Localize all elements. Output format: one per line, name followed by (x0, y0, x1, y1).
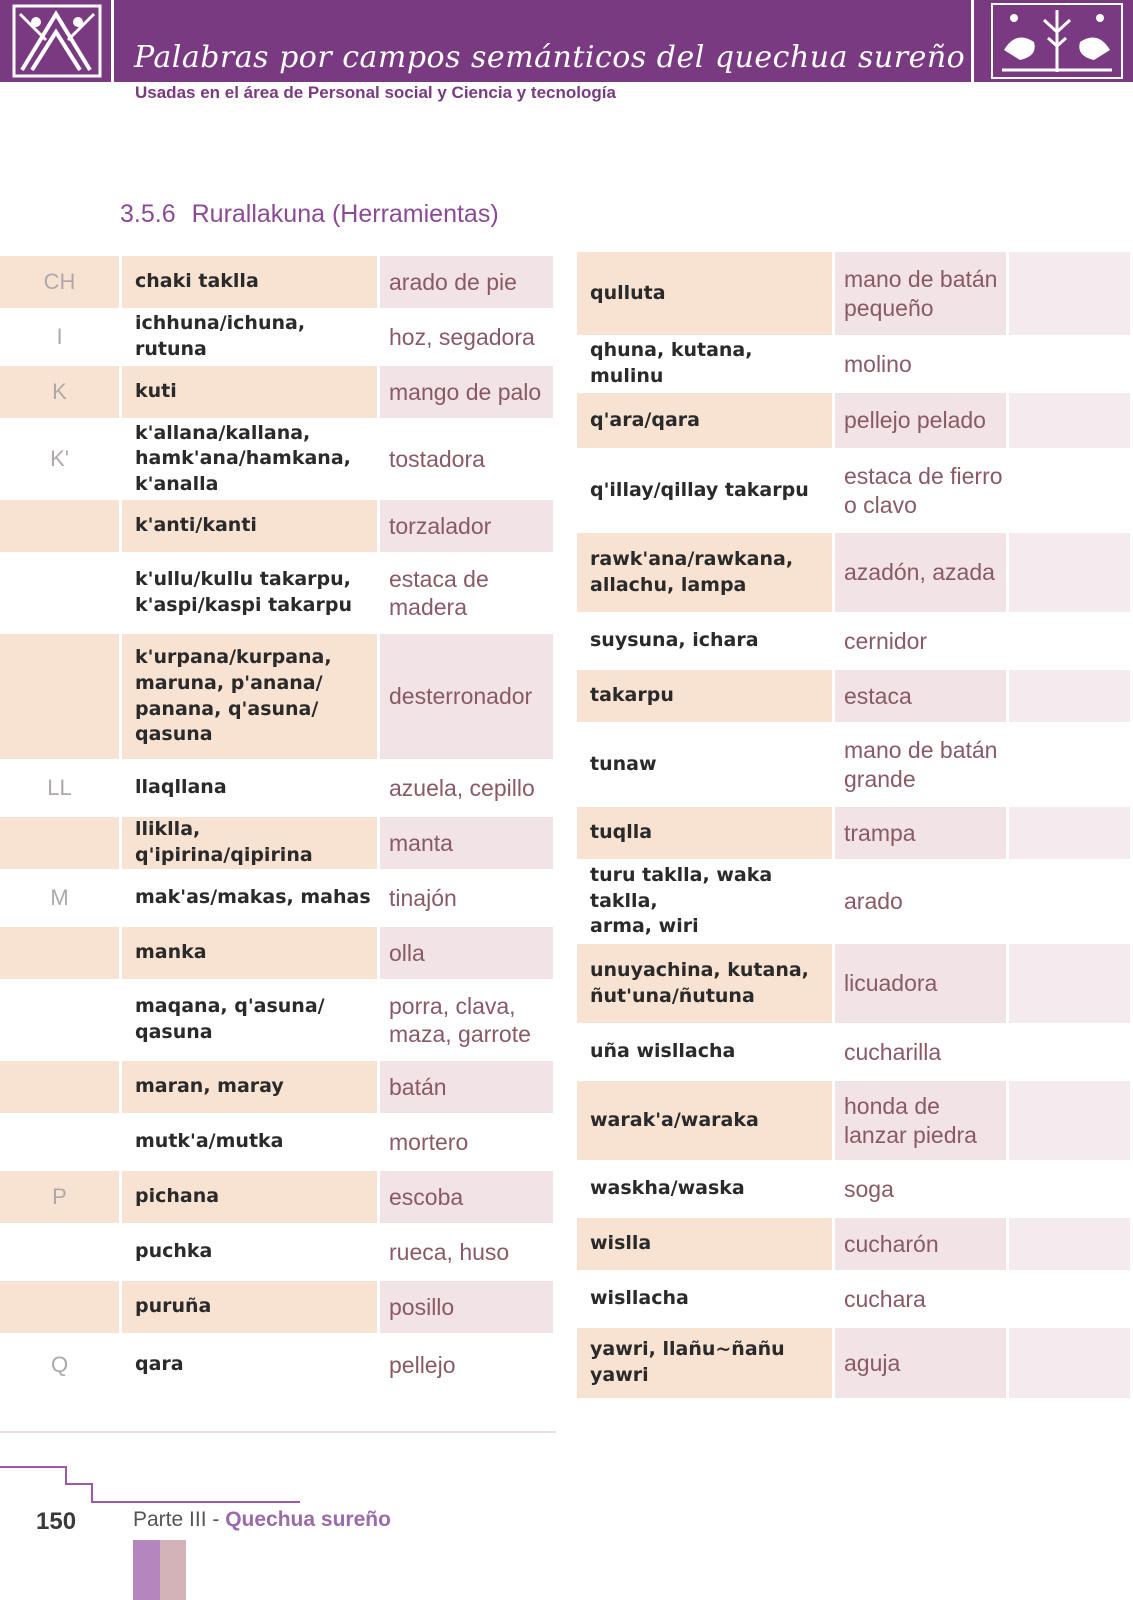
quechua-word: yawri, llañu~ñañu yawri (577, 1328, 832, 1398)
spanish-meaning: cuchara (844, 1285, 926, 1312)
table-bottom-rule (0, 1431, 556, 1433)
table-row (577, 862, 1133, 941)
spanish-meaning: escoba (380, 1171, 553, 1223)
quechua-word: pichana (122, 1171, 377, 1223)
quechua-word: unuyachina, kutana, ñut'una/ñutuna (577, 944, 832, 1023)
table-row (0, 421, 556, 497)
alphabet-letter: CH (0, 256, 119, 308)
quechua-word: uña wisllacha (590, 1040, 736, 1063)
spanish-meaning: mano de batán pequeño (835, 252, 1006, 335)
quechua-word: kuti (122, 366, 377, 418)
table-row (0, 366, 556, 418)
spanish-meaning: azadón, azada (835, 533, 1006, 612)
alphabet-letter: K (0, 366, 119, 418)
table-row (577, 1273, 1133, 1325)
spanish-meaning: aguja (835, 1328, 1006, 1398)
quechua-word: tunaw (590, 752, 657, 775)
table-row (577, 451, 1133, 530)
spanish-meaning: pellejo (389, 1351, 456, 1378)
spanish-meaning: porra, clava, maza, garrote (389, 992, 531, 1047)
spanish-meaning: pellejo pelado (835, 393, 1006, 448)
spanish-meaning: cernidor (844, 627, 928, 654)
quechua-word: suysuna, ichara (590, 629, 759, 652)
spanish-meaning: licuadora (835, 944, 1006, 1023)
spanish-meaning: rueca, huso (389, 1238, 510, 1265)
alphabet-letter: Q (50, 1352, 69, 1377)
table-row (0, 982, 556, 1058)
quechua-word: llaqllana (135, 776, 227, 799)
spanish-meaning: mango de palo (380, 366, 553, 418)
table-row (577, 944, 1133, 1023)
blank-cell (1009, 725, 1130, 804)
quechua-word: puchka (135, 1240, 213, 1263)
alphabet-letter (0, 500, 119, 552)
section-heading (120, 200, 515, 229)
blank-cell (1009, 807, 1130, 859)
table-row (0, 555, 556, 631)
table-row (0, 1061, 556, 1113)
footer-part-accent: Quechua sureño (225, 1508, 391, 1531)
table-row (0, 817, 556, 869)
quechua-word: puruña (122, 1281, 377, 1333)
footer-tab-purple (133, 1540, 160, 1600)
blank-cell (1009, 1026, 1130, 1078)
table-row (0, 634, 556, 759)
spanish-meaning: estaca de fierro o clavo (844, 463, 1003, 518)
section-number: 3.5.6 (120, 200, 176, 228)
table-row (577, 725, 1133, 804)
quechua-word: k'ullu/kullu takarpu, k'aspi/kaspi takarpu (135, 568, 352, 616)
table-row (577, 1328, 1133, 1398)
blank-cell (1009, 1163, 1130, 1215)
blank-cell (1009, 615, 1130, 667)
table-row (0, 1226, 556, 1278)
spanish-meaning: mano de batán grande (844, 737, 998, 792)
blank-cell (1009, 338, 1130, 390)
table-row (0, 1281, 556, 1333)
quechua-word: wisllacha (590, 1287, 689, 1310)
blank-cell (1009, 1328, 1130, 1398)
woven-pattern-logo-left (6, 0, 114, 82)
table-row (577, 252, 1133, 335)
quechua-word: wislla (577, 1218, 832, 1270)
table-row (577, 807, 1133, 859)
footer-part-label (133, 1508, 391, 1532)
spanish-meaning: tinajón (389, 884, 457, 911)
page-number: 150 (36, 1508, 77, 1535)
blank-cell (1009, 1273, 1130, 1325)
spanish-meaning: torzalador (380, 500, 553, 552)
spanish-meaning: tostadora (389, 445, 485, 472)
quechua-word: tuqlla (577, 807, 832, 859)
alphabet-letter (0, 555, 119, 631)
quechua-word: maqana, q'asuna/ qasuna (135, 995, 325, 1043)
table-row (577, 615, 1133, 667)
spanish-meaning: arado de pie (380, 256, 553, 308)
bird-tree-emblem-icon (971, 0, 1133, 82)
table-row (577, 1026, 1133, 1078)
blank-cell (1009, 1218, 1130, 1270)
banner-title: Palabras por campos semánticos del quechua sureño (134, 40, 966, 75)
vocabulary-table-right (577, 252, 1133, 1398)
spanish-meaning: azuela, cepillo (389, 774, 535, 801)
table-row (0, 500, 556, 552)
quechua-word: maran, maray (122, 1061, 377, 1113)
alphabet-letter (0, 1116, 119, 1168)
spanish-meaning: molino (844, 350, 912, 377)
vocabulary-table-left (0, 256, 556, 1394)
footer-part: Parte III - (133, 1508, 226, 1531)
alphabet-letter: LL (47, 775, 72, 800)
spanish-meaning: hoz, segadora (389, 323, 535, 350)
spanish-meaning: desterronador (380, 634, 553, 759)
quechua-word: mutk'a/mutka (135, 1130, 284, 1153)
blank-cell (1009, 862, 1130, 941)
table-row (0, 311, 556, 363)
table-row (577, 1218, 1133, 1270)
blank-cell (1009, 451, 1130, 530)
quechua-word: k'urpana/kurpana, maruna, p'anana/ panana, q'asuna/ qasuna (122, 634, 377, 759)
table-row (0, 1336, 556, 1394)
quechua-word: mak'as/makas, mahas (135, 886, 371, 909)
quechua-word: q'illay/qillay takarpu (590, 478, 809, 501)
blank-cell (1009, 670, 1130, 722)
table-row (0, 1171, 556, 1223)
blank-cell (1009, 1081, 1130, 1160)
alphabet-letter (0, 982, 119, 1058)
table-row (577, 533, 1133, 612)
spanish-meaning: honda de lanzar piedra (835, 1081, 1006, 1160)
quechua-word: turu taklla, waka taklla, arma, wiri (590, 864, 773, 938)
spanish-meaning: estaca (835, 670, 1006, 722)
alphabet-letter (0, 1226, 119, 1278)
quechua-word: ichhuna/ichuna, rutuna (135, 312, 306, 360)
alphabet-letter (0, 634, 119, 759)
alphabet-letter (0, 817, 119, 869)
quechua-word: lliklla, q'ipirina/qipirina (122, 817, 377, 869)
quechua-word: manka (122, 927, 377, 979)
header-subtitle: Usadas en el área de Personal social y Ciencia y tecnología (135, 83, 616, 102)
table-row (577, 1081, 1133, 1160)
section-title: Rurallakuna (Herramientas) (191, 200, 499, 228)
quechua-word: qhuna, kutana, mulinu (590, 339, 753, 387)
spanish-meaning: posillo (380, 1281, 553, 1333)
blank-cell (1009, 393, 1130, 448)
alphabet-letter: M (50, 885, 69, 910)
spanish-meaning: batán (380, 1061, 553, 1113)
alphabet-letter (0, 927, 119, 979)
alphabet-letter: K' (50, 446, 69, 471)
spanish-meaning: estaca de madera (389, 565, 489, 620)
spanish-meaning: mortero (389, 1128, 469, 1155)
quechua-word: warak'a/waraka (577, 1081, 832, 1160)
spanish-meaning: olla (380, 927, 553, 979)
table-row (577, 1163, 1133, 1215)
quechua-word: qara (135, 1353, 184, 1376)
blank-cell (1009, 533, 1130, 612)
table-row (0, 762, 556, 814)
spanish-meaning: cucharón (835, 1218, 1006, 1270)
quechua-word: q'ara/qara (577, 393, 832, 448)
quechua-word: k'allana/kallana, hamk'ana/hamkana, k'analla (135, 421, 351, 495)
spanish-meaning: soga (844, 1175, 894, 1202)
alphabet-letter (0, 1061, 119, 1113)
table-row (0, 927, 556, 979)
spanish-meaning: arado (844, 888, 903, 915)
spanish-meaning: manta (380, 817, 553, 869)
quechua-word: qulluta (577, 252, 832, 335)
table-row (0, 872, 556, 924)
alphabet-letter: P (0, 1171, 119, 1223)
table-row (0, 256, 556, 308)
blank-cell (1009, 252, 1130, 335)
quechua-word: chaki taklla (122, 256, 377, 308)
table-row (577, 338, 1133, 390)
quechua-word: k'anti/kanti (122, 500, 377, 552)
blank-cell (1009, 944, 1130, 1023)
table-row (0, 1116, 556, 1168)
alphabet-letter: I (56, 324, 63, 349)
footer-tab-pink (160, 1540, 186, 1600)
quechua-word: waskha/waska (590, 1177, 745, 1200)
table-row (577, 670, 1133, 722)
spanish-meaning: cucharilla (844, 1038, 942, 1065)
spanish-meaning: trampa (835, 807, 1006, 859)
quechua-word: rawk'ana/rawkana, allachu, lampa (577, 533, 832, 612)
alphabet-letter (0, 1281, 119, 1333)
table-row (577, 393, 1133, 448)
quechua-word: takarpu (577, 670, 832, 722)
